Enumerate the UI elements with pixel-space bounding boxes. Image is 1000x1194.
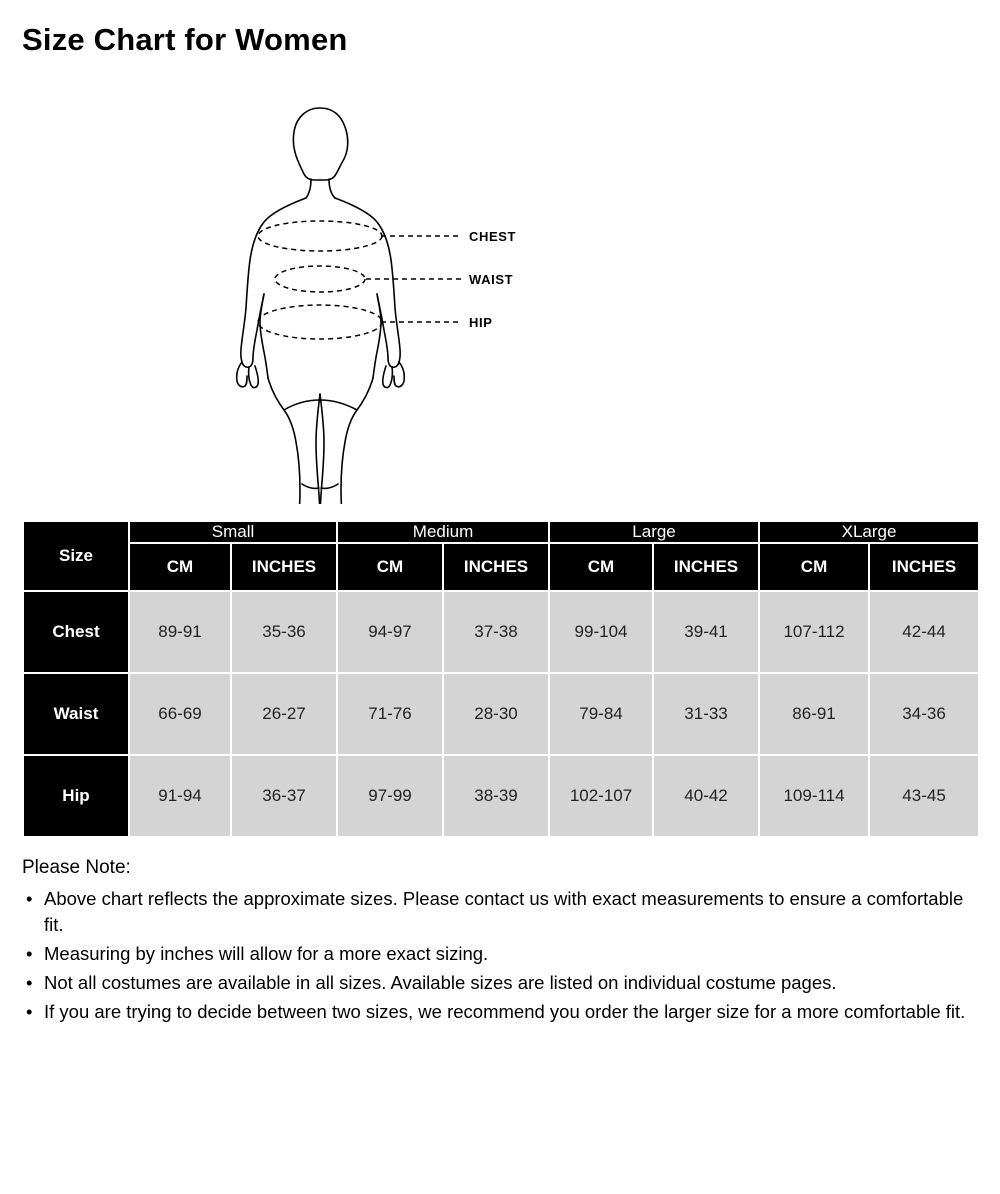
waist-label: WAIST: [469, 272, 514, 287]
cell-waist-xlarge-inches: 34-36: [869, 673, 979, 755]
cell-hip-large-cm: 102-107: [549, 755, 653, 837]
row-label-chest: Chest: [23, 591, 129, 673]
cell-hip-xlarge-cm: 109-114: [759, 755, 869, 837]
cell-hip-medium-cm: 97-99: [337, 755, 443, 837]
list-item: • Measuring by inches will allow for a more exact sizing.: [22, 941, 978, 968]
waist-measure-ellipse: [275, 266, 365, 292]
table-header-groups: [23, 521, 979, 543]
cell-chest-large-cm: 99-104: [549, 591, 653, 673]
notes-section: [22, 854, 978, 1026]
list-item: • Not all costumes are available in all sizes. Available sizes are listed on individual costume pages.: [22, 970, 978, 997]
cell-chest-medium-cm: 94-97: [337, 591, 443, 673]
row-label-hip: Hip: [23, 755, 129, 837]
cell-waist-xlarge-cm: 86-91: [759, 673, 869, 755]
table-unit-medium-cm: CM: [337, 543, 443, 591]
cell-chest-small-inches: 35-36: [231, 591, 337, 673]
cell-chest-small-cm: 89-91: [129, 591, 231, 673]
table-unit-xlarge-cm: CM: [759, 543, 869, 591]
table-unit-large-inches: INCHES: [653, 543, 759, 591]
cell-hip-small-inches: 36-37: [231, 755, 337, 837]
table-unit-medium-inches: INCHES: [443, 543, 549, 591]
table-group-large: Large: [549, 521, 759, 543]
table-unit-large-cm: CM: [549, 543, 653, 591]
table-group-medium: Medium: [337, 521, 549, 543]
table-group-small: Small: [129, 521, 337, 543]
cell-waist-small-cm: 66-69: [129, 673, 231, 755]
cell-hip-medium-inches: 38-39: [443, 755, 549, 837]
table-unit-small-cm: CM: [129, 543, 231, 591]
cell-waist-medium-inches: 28-30: [443, 673, 549, 755]
page-title: Size Chart for Women: [22, 22, 348, 57]
notes-list: [22, 886, 978, 1026]
table-header-units: [23, 543, 979, 591]
cell-chest-medium-inches: 37-38: [443, 591, 549, 673]
table-row: [23, 755, 979, 837]
cell-chest-large-inches: 39-41: [653, 591, 759, 673]
female-body-diagram: [180, 64, 820, 504]
cell-waist-large-cm: 79-84: [549, 673, 653, 755]
cell-chest-xlarge-inches: 42-44: [869, 591, 979, 673]
size-table: [22, 520, 980, 838]
body-figure: [22, 64, 978, 516]
cell-waist-large-inches: 31-33: [653, 673, 759, 755]
list-item: • Above chart reflects the approximate sizes. Please contact us with exact measurements to ensure a comfortable fit.: [22, 886, 978, 940]
table-row: [23, 673, 979, 755]
table-row: [23, 591, 979, 673]
row-label-waist: Waist: [23, 673, 129, 755]
table-unit-small-inches: INCHES: [231, 543, 337, 591]
hip-label: HIP: [469, 315, 493, 330]
cell-waist-medium-cm: 71-76: [337, 673, 443, 755]
cell-chest-xlarge-cm: 107-112: [759, 591, 869, 673]
cell-hip-large-inches: 40-42: [653, 755, 759, 837]
table-group-xlarge: XLarge: [759, 521, 979, 543]
notes-heading: Please Note:: [22, 857, 131, 878]
chest-measure-ellipse: [258, 221, 382, 251]
hip-measure-ellipse: [258, 305, 382, 339]
cell-waist-small-inches: 26-27: [231, 673, 337, 755]
cell-hip-small-cm: 91-94: [129, 755, 231, 837]
table-corner-label: Size: [23, 521, 129, 591]
chest-label: CHEST: [469, 229, 517, 244]
list-item: • If you are trying to decide between two sizes, we recommend you order the larger size for a more comfortable fit.: [22, 999, 978, 1026]
cell-hip-xlarge-inches: 43-45: [869, 755, 979, 837]
table-unit-xlarge-inches: INCHES: [869, 543, 979, 591]
